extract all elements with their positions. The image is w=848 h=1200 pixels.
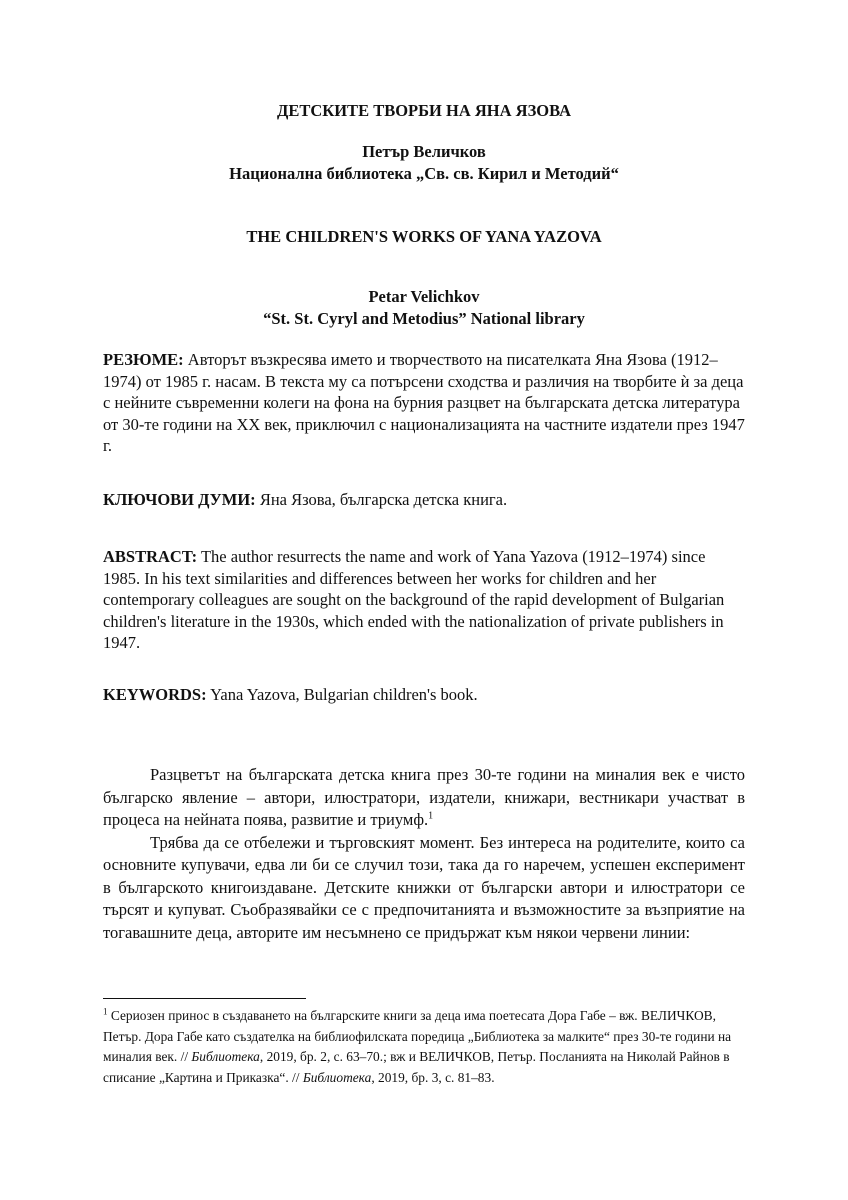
main-body <box>103 764 745 944</box>
footnote-journal-1: Библиотека <box>191 1049 260 1064</box>
affiliation-en: “St. St. Cyryl and Metodius” National library <box>263 309 585 328</box>
summary-label: РЕЗЮМЕ: <box>103 350 184 369</box>
title-en: THE CHILDREN'S WORKS OF YANA YAZOVA <box>246 227 602 246</box>
paragraph-1 <box>103 764 745 832</box>
keywords-en <box>103 684 745 706</box>
keywords-en-label: KEYWORDS: <box>103 685 207 704</box>
summary-bg <box>103 349 745 457</box>
footnote-1 <box>103 1006 745 1088</box>
keywords-bg <box>103 489 745 511</box>
abstract-text: The author resurrects the name and work of Yana Yazova (1912–1974) since 1985. In his text similarities and differences between her works for children and her contemporary colleagues are sought on the background of the rapid development of Bulgarian children's literature in the 1930s, which ended with the nationalization of private publishers in 1947. <box>103 547 725 652</box>
keywords-en-text: Yana Yazova, Bulgarian children's book. <box>206 685 478 704</box>
keywords-bg-label: КЛЮЧОВИ ДУМИ: <box>103 490 256 509</box>
footnote-text-3: , 2019, бр. 3, с. 81–83. <box>371 1069 495 1085</box>
footnote-number: 1 <box>103 1006 108 1017</box>
footnote-ref-1[interactable]: 1 <box>428 810 434 822</box>
footnote-journal-2: Библиотека <box>302 1069 372 1085</box>
title-bg: ДЕТСКИТЕ ТВОРБИ НА ЯНА ЯЗОВА <box>276 101 571 120</box>
footnote-text-1: Сериозен принос в създаването на българските книги за деца има поетесата Дора Габе – вж. ВЕЛИЧКОВ, Петър. Дора Габе като създателка на библиофилската поредица „Библиотека за малките“ през 30-те години на миналия век. // <box>103 1008 732 1064</box>
paragraph-2: Трябва да се отбележи и търговският момент. Без интереса на родителите, които са основните купувачи, едва ли би се случил този, така да го наречем, успешен експеримент в българското книгоиздаване. Детските книжки от български автори и илюстратори се търсят и купуват. Съобразявайки се с предпочитанията и възможностите за възприятие на тогавашните деца, авторите им несъмнено се придържат към някои червени линии: <box>103 832 745 942</box>
abstract-en <box>103 546 745 654</box>
paragraph-1-text: Разцветът на българската детска книга през 30-те години на миналия век е чисто българско явление – автори, илюстратори, издатели, книжари, вестникари участват в процеса на нейната поява, развитие и триумф. <box>103 765 745 829</box>
author-bg: Петър Величков <box>362 142 486 161</box>
abstract-label: ABSTRACT: <box>103 547 198 566</box>
author-en: Petar Velichkov <box>368 287 480 306</box>
footnote-text-2: , 2019, бр. 2, с. 63–70.; вж и ВЕЛИЧКОВ, Петър. Посланията на Николай Райнов в списание „Картина и Приказка“. // <box>103 1049 730 1085</box>
summary-text: Авторът възкресява името и творчеството на писателката Яна Язова (1912–1974) от 1985 г. насам. В текста му са потърсени сходства и различия на творбите ѝ за деца с нейните съвременни колеги на фона на бурния разцвет на българската детска литература от 30-те години на XX век, приключил с национализацията на частните издатели през 1947 г. <box>103 350 745 455</box>
footnote-divider <box>103 998 306 999</box>
keywords-bg-text: Яна Язова, българска детска книга. <box>255 490 508 509</box>
affiliation-bg: Национална библиотека „Св. св. Кирил и Методий“ <box>229 164 619 183</box>
